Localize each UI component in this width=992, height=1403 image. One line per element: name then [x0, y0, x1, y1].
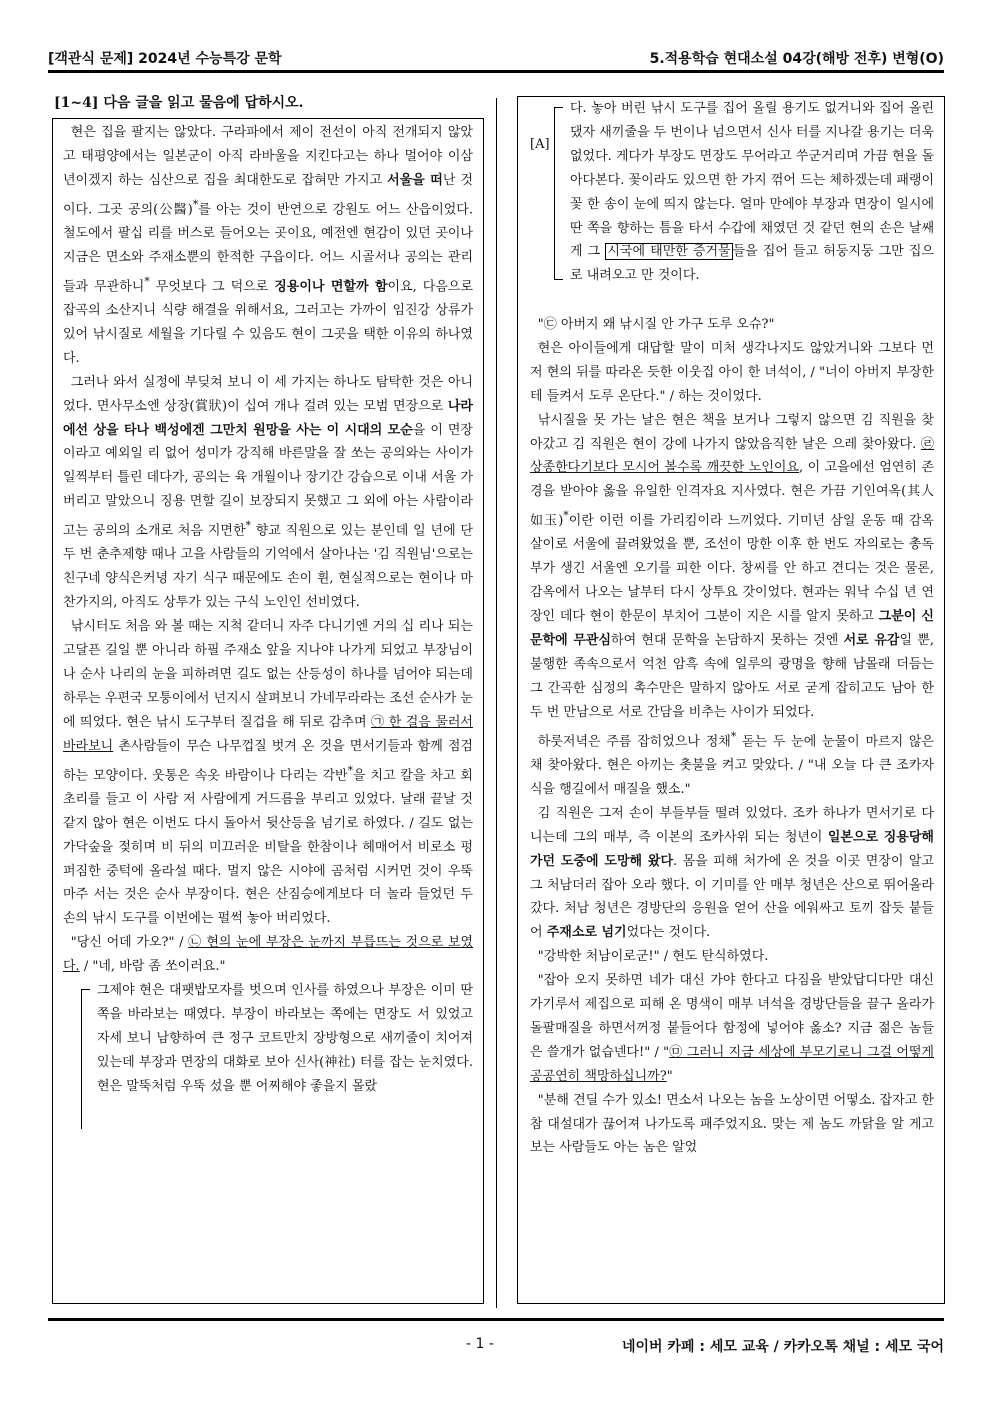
underlined-phrase-e: ㉤ 그러니 지금 세상에 부모기로니 그걸 어떻게 공공연히 책망하십니까?: [530, 1044, 934, 1084]
text-run: 난 것이다. 그곳 공의(公醫): [63, 172, 473, 218]
text-run: 를 아는 것이 반연으로 강원도 어느 산읍이었다. 철도에서 팔십 리를 버스로 들어오는 곳이요, 예전엔 현감이 있던 곳이나 지금은 면소와 주재소뿐의 한적한 구읍이다. 어느 시골서나 공의는 관리들과 무관하니: [63, 202, 474, 295]
passage-right-text: [530, 313, 934, 1160]
page-header: [48, 44, 944, 70]
text-run: "잡아 오지 못하면 네가 대신 가야 한다고 다짐을 받았답디다만 대신 가기루서 제집으로 피해 온 명색이 매부 녀석을 경방단들을 끌구 올라가 돌팔매질을 하면서꺼정 붙들어다 함정에 넣어야 옳소? 지금 젊은 놈들은 쓸개가 없습넨다!" / ": [530, 973, 934, 1060]
paragraph: [63, 121, 473, 371]
text-run: 다. 놓아 버린 낚시 도구를 집어 올릴 용기도 없거니와 집어 올린댔자 새끼줄을 두 번이나 넘으면서 신사 터를 지나갈 용기는 더욱 없었다. 게다가 부장도 면장도 무어라고 쑤군거리며 가끔 현을 돌아다본다. 꽃이라도 있으면 한 가지 꺾어 드는 체하겠는데 패랭이꽃 한 송이 눈에 띄지 않는다. 얼마 만에야 부장과 면장이 일시에 딴 쪽을 향하는 틈을 타서 수갑에 채였던 것 같던 현의 손은 날쌔게 그: [570, 101, 934, 260]
footer-rule: [48, 1318, 944, 1321]
footnote-mark: *: [347, 763, 353, 777]
text-run: 낚시터도 처음 와 볼 때는 지척 같더니 자주 다니기엔 거의 십 리나 되는 고달픈 길일 뿐 아니라 하필 주재소 앞을 지나야 나가게 되었고 부장님이나 순사 나리의 눈을 피하려면 길도 없는 산등성이 하나를 넘어야 되는데 하루는 우편국 모퉁이에서 넌지시 살펴보니 가네무라라는 조선 순사가 눈에 띄었다. 현은 낚시 도구부터 질겁을 해 뒤로 감추며: [63, 619, 473, 730]
paragraph: 현은 아이들에게 대답할 말이 미처 생각나지도 않았거니와 그보다 먼저 현의 뒤를 따라온 듯한 이웃집 아이 한 녀석이, / "너이 아버지 부장한테 들켜서 도루 온단다." / 하는 것이었다.: [530, 340, 934, 404]
footer-credit: 네이버 카페 : 세모 교육 / 카카오톡 채널 : 세모 국어: [621, 1339, 944, 1355]
bold-phrase: 징용이나 면할까 함: [274, 279, 388, 295]
paragraph: [530, 969, 934, 1089]
column-divider: [496, 98, 497, 1308]
question-instruction: [1~4] 다음 글을 읽고 물음에 답하시오.: [54, 95, 304, 111]
bold-phrase: 서로 유감: [843, 633, 900, 649]
text-run: 무엇보다 그 덕으로: [149, 279, 275, 295]
footnote-mark: *: [144, 274, 150, 288]
bracket-segment-a: [530, 97, 934, 288]
paragraph: 그제야 현은 대팻밥모자를 벗으며 인사를 하였으나 부장은 이미 딴 쪽을 바라보는 때였다. 부장이 바라보는 쪽에는 면장도 서 있었고 자세 보니 남향하여 큰 정구 코트만치 장방형으로 새끼줄이 치어져 있는데 부장과 면장의 대화로 보아 신사(神社) 터를 잡는 눈치였다. 현은 말뚝처럼 우뚝 섰을 뿐 어찌해야 좋을지 몰랐: [97, 983, 473, 1094]
text-run: 하여 현대 문학을 논담하지 못하는 것엔: [611, 633, 844, 649]
passage-left-box: [52, 118, 484, 1304]
bracket-label: [A]: [530, 137, 550, 152]
text-run: . 몸을 피해 처가에 온 것을 이곳 면장이 알고 그 처남더러 잡아 오라 했다. 이 기미를 안 매부 청년은 산으로 뛰어올라 갔다. 처남 청년은 경방단의 응원을 얻어 산을 에워싸고 토끼 잡듯 붙들어: [530, 853, 934, 941]
text-run: 하룻저녁은 주름 잡히었으나 정채: [537, 734, 731, 750]
paragraph: [63, 931, 473, 979]
paragraph: "분해 견딜 수가 있소! 면소서 나오는 놈을 노상이면 어떻소. 잡자고 한참 대설대가 끊어져 나가도록 패주었지요. 맞는 제 놈도 까닭을 알 게고 보는 사람들도 아는 놈은 알었: [530, 1092, 934, 1156]
bold-phrase: 나라에선 상을 타나 백성에겐 그만치 원망을 사는 이 시대의 모순: [63, 398, 473, 438]
text-run: 을 이 면장이라고 예외일 리 없어 성미가 강직해 바른말을 잘 쏘는 공의와는 사이가 일찍부터 틀린 데다가, 공의는 육 개월이나 장기간 강습으로 이내 서울 가 버리고 말았으니 징용 면할 길이 보장되지 못했고 그 외에 아는 사람이라고는 공의의 소개로 처음 지면한: [63, 422, 473, 539]
paragraph: "㉢ 아버지 왜 낚시질 안 가구 도루 오슈?": [537, 317, 775, 332]
page-footer: [48, 1334, 944, 1358]
bold-phrase: 서울을 떠: [387, 172, 443, 188]
text-run: 들을 집어 들고 허둥지둥 그만 집으로 내려오고 만 것이다.: [570, 244, 934, 284]
text-run: "당신 어데 가오?" /: [70, 935, 189, 951]
text-run: / "네, 바람 좀 쏘이러요.": [79, 959, 226, 975]
text-run: ": [666, 1068, 673, 1084]
footnote-mark: *: [192, 197, 199, 211]
footnote-mark: *: [563, 509, 569, 523]
text-run: 이요, 다음으로 잡곡의 소산지니 식량 해결을 위해서요, 그러고는 가까이 임진강 상류가 있어 낚시질로 세월을 기다릴 수 있음도 현이 그곳을 택한 이유의 하나였다.: [63, 279, 473, 366]
bold-phrase: 일본으로 징용당해 가던 도중에 도망해 왔다: [530, 829, 934, 869]
header-rule: [48, 70, 944, 73]
text-run: 향교 직원으로 있는 분인데 일 년에 단 두 번 춘추제향 때나 고을 사람들의 기억에서 살아나는 '김 직원님'으로는 친구네 양식은커녕 자기 식구 때문에도 손이 휜, 현실적으로는 현이나 마찬가지의, 아직도 상투가 있는 구식 노인인 선비였다.: [63, 523, 473, 611]
footnote-mark: *: [730, 729, 737, 743]
underlined-phrase-d: ㉣ 상종한다기보다 모시어 볼수록 깨끗한 노인이요: [530, 436, 934, 476]
text-run: 촌사람들이 무슨 나무껍질 벗겨 온 것을 면서기들과 함께 점검하는 모양이다. 웃통은 속옷 바람이나 다리는 각반: [63, 738, 473, 783]
underlined-phrase-b: ㉡ 현의 눈에 부장은 눈까지 부릅뜨는 것으로 보였다.: [63, 935, 474, 975]
text-run: 낚시질을 못 가는 날은 현은 책을 보거나 그렇지 않으면 김 직원을 찾아갔고 김 직원은 현이 강에 나가지 않았음직한 날은 으레 찾아왔다.: [530, 412, 934, 452]
paragraph: [530, 802, 934, 945]
passage-right-box: [517, 96, 945, 1304]
header-title: [객관식 문제] 2024년 수능특강 문학: [48, 51, 282, 67]
page-number: - 1 -: [466, 1336, 494, 1352]
paragraph: [570, 97, 934, 288]
text-run: 현은 집을 팔지는 않았다. 구라파에서 제이 전선이 아직 전개되지 않았고 태평양에서는 일본군이 아직 라바울을 지킨다고는 하나 멀어야 이삼 년이겠지 하는 심산으로 집을 최대한도로 잡혀만 가지고: [63, 125, 473, 188]
passage-left-text: [63, 121, 473, 1099]
header-subtitle: 5.적용학습 현대소설 04강(해방 전후) 변형(O): [649, 51, 944, 67]
text-run: 을 치고 칼을 차고 회초리를 들고 이 사람 저 사람에게 거드름을 부리고 있었다. 날래 끝날 것 같지 않아 현은 이번도 다시 돌아서 뒷산등을 넘기로 하였다. / 길도 없는 가닥숲을 젖히며 비 뒤의 미끄러운 비탈을 한참이나 헤매어서 비로소 펑퍼짐한 중턱에 올라설 때다. 멀지 않은 시야에 곰처럼 시커먼 것이 우뚝 마주 서는 것은 순사 부장이다. 현은 산짐승에게보다 더 놀라 들었던 두 손의 낚시 도구를 이번에는 펄썩 놓아 버리었다.: [63, 767, 473, 927]
footnote-mark: *: [245, 519, 251, 533]
paragraph: [63, 371, 473, 615]
bracket-line: [81, 989, 90, 1129]
bold-phrase: 주재소로 넘기: [546, 925, 627, 941]
text-run: 돋는 두 눈에 눈물이 마르지 않은 채 찾아왔다. 현은 아끼는 촛불을 켜고 맞았다. / "내 오늘 다 큰 조카자식을 행길에서 매질을 했소.": [530, 734, 934, 797]
text-run: 그러나 와서 실정에 부딪쳐 보니 이 세 가지는 하나도 탐탁한 것은 아니었다. 면사무소엔 상장(賞狀)이 십여 개나 걸려 있는 모범 면장으로: [63, 374, 473, 414]
text-run: 김 직원은 그저 손이 부들부들 떨려 있었다. 조카 하나가 면서기로 다니는데 그의 매부, 즉 이본의 조카사위 되는 청년이: [530, 805, 934, 845]
paragraph: [530, 725, 934, 802]
paragraph: [63, 615, 473, 931]
bracket-line: [554, 107, 563, 280]
underlined-phrase-a: ㉠ 한 걸음 물러서 바라보니: [63, 714, 473, 754]
paragraph: "강박한 처남이로군!" / 현도 탄식하였다.: [537, 949, 769, 965]
text-run: 었다는 것이다.: [626, 925, 711, 941]
text-run: 이란 이런 이를 가리킴이라 느끼었다. 기미년 삼일 운동 때 감옥살이로 서울에 끌려왔었을 뿐, 조선이 망한 이후 한 번도 자의로는 총독부가 생긴 서울엔 오기를 피한 이다. 창씨를 안 하고 견디는 것은 물론, 감옥에서 나오는 날부터 다시 상투요 갓이었다. 현과는 워낙 수십 년 연장인 데다 현이 한문이 부치어 그분이 지은 시를 알지 못하고: [530, 513, 934, 625]
paragraph: [530, 409, 934, 725]
text-run: , 이 고을에선 엄연히 존경을 받아야 옳을 유일한 인격자요 지사였다. 현은 가끔 기인여옥(其人如玉): [530, 460, 934, 529]
boxed-phrase: 시국에 태만한 증거물: [607, 244, 731, 260]
bracket-segment-a-start: [97, 979, 473, 1099]
passage-right-top: [530, 97, 934, 288]
text-run: 일 뿐, 불행한 족속으로서 억천 암흑 속에 일루의 광명을 향해 남몰래 더듬는 그 간곡한 심정의 촉수만은 말하지 않아도 서로 굳게 잡히고도 남아 한두 번 만남으로 서로 간담을 비추는 사이가 되었다.: [530, 633, 934, 720]
bold-phrase: 그분이 신문학에 무관심: [530, 609, 934, 649]
